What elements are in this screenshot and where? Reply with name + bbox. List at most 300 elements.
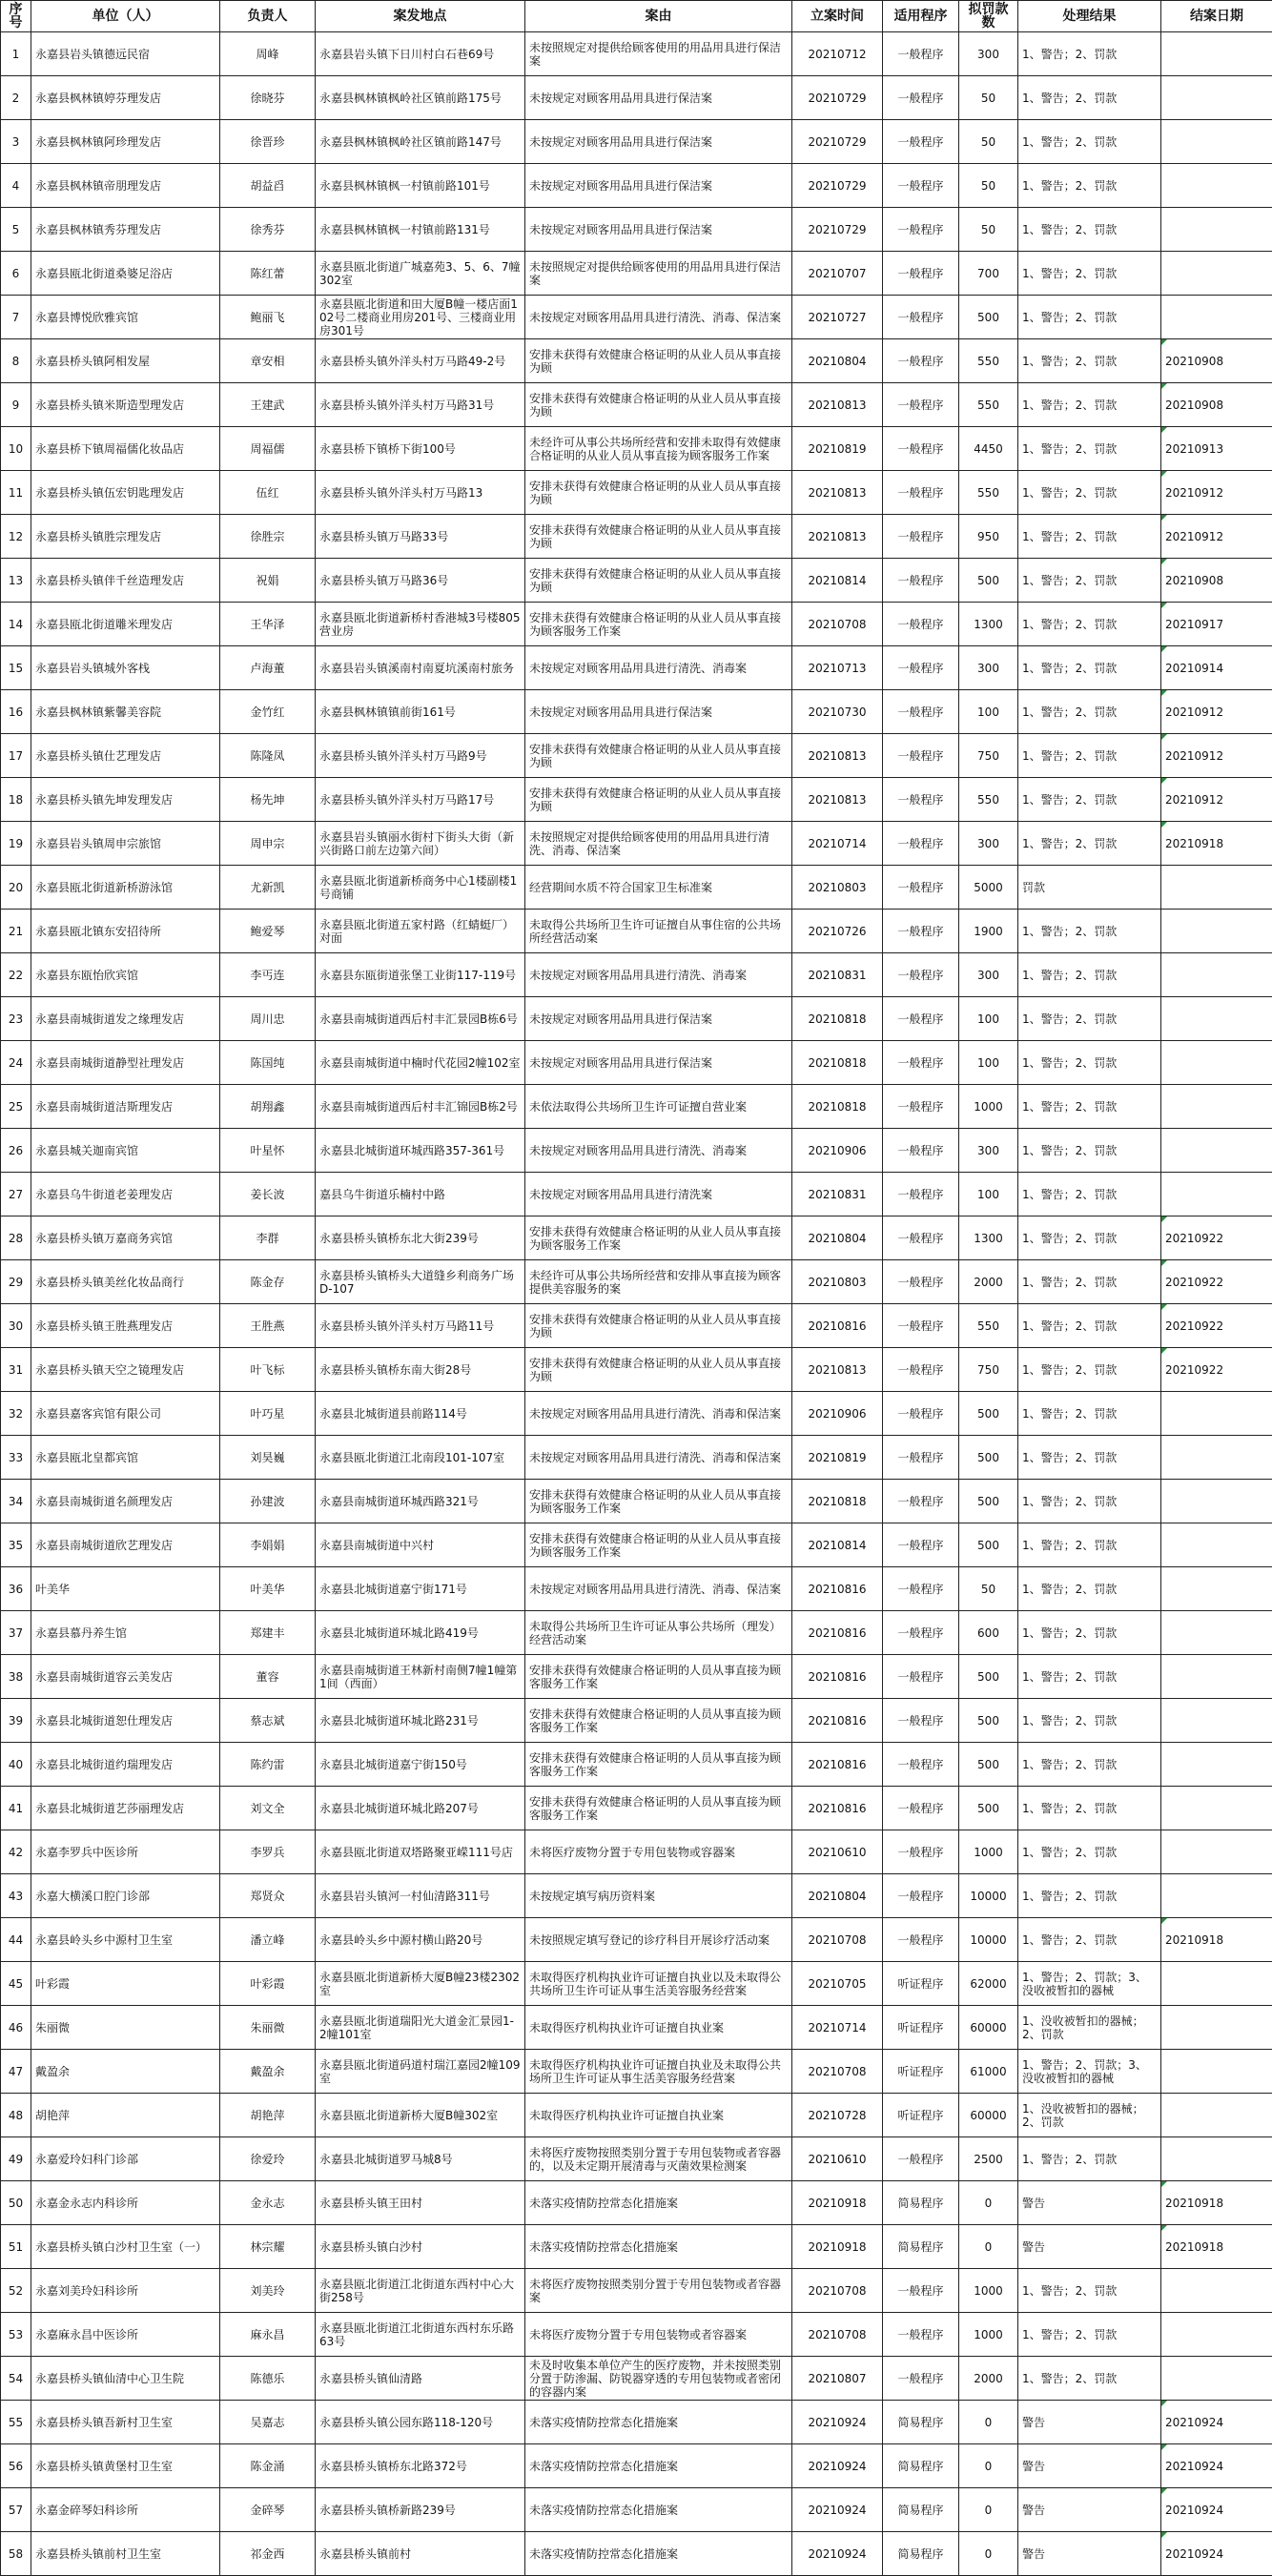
cell-person: 陈约雷 [220, 1743, 316, 1787]
cell-result: 1、警告；2、罚款 [1018, 1480, 1161, 1523]
cell-fine: 50 [959, 1567, 1018, 1611]
cell-fine: 0 [959, 2181, 1018, 2225]
cell-result: 1、警告；2、罚款 [1018, 1392, 1161, 1436]
cell-filing-date: 20210728 [792, 2094, 883, 2137]
cell-unit: 永嘉县北城街道艺莎丽理发店 [31, 1787, 220, 1830]
cell-person: 李娟娟 [220, 1523, 316, 1567]
cell-seq: 16 [1, 690, 31, 734]
cell-fine: 50 [959, 120, 1018, 164]
cell-fine: 10000 [959, 1874, 1018, 1918]
cell-result: 1、警告；2、罚款 [1018, 603, 1161, 646]
cell-seq: 36 [1, 1567, 31, 1611]
cell-procedure: 一般程序 [883, 997, 959, 1041]
cell-close-date [1161, 1830, 1272, 1874]
cell-person: 卢海董 [220, 646, 316, 690]
cell-result: 1、警告；2、罚款 [1018, 822, 1161, 866]
cell-unit: 永嘉县慕丹养生馆 [31, 1611, 220, 1655]
cell-close-date: 20210918 [1161, 2181, 1272, 2225]
cell-filing-date: 20210816 [792, 1655, 883, 1699]
cell-unit: 永嘉县博悦欣雅宾馆 [31, 296, 220, 339]
cell-unit: 永嘉县南城街道名颜理发店 [31, 1480, 220, 1523]
cell-filing-date: 20210918 [792, 2225, 883, 2269]
cell-result: 1、警告；2、罚款 [1018, 910, 1161, 953]
cell-seq: 12 [1, 515, 31, 559]
cell-seq: 52 [1, 2269, 31, 2313]
cell-unit: 永嘉县桥头镇仙清中心卫生院 [31, 2357, 220, 2401]
cell-filing-date: 20210730 [792, 690, 883, 734]
cell-result: 1、警告；2、罚款 [1018, 1173, 1161, 1216]
table-row [1, 1567, 1272, 1611]
cell-filing-date: 20210804 [792, 339, 883, 383]
cell-unit: 永嘉县桥头镇前村卫生室 [31, 2532, 220, 2576]
cell-cause: 安排未获得有效健康合格证明的从业人员从事直接为顾 [525, 559, 792, 603]
cell-close-date: 20210922 [1161, 1304, 1272, 1348]
cell-cause: 未按规定对顾客用品用具进行清洗、消毒案 [525, 953, 792, 997]
cell-fine: 1000 [959, 2313, 1018, 2357]
cell-unit: 永嘉县岩头镇周申宗旅馆 [31, 822, 220, 866]
cell-seq: 40 [1, 1743, 31, 1787]
cell-cause: 未取得医疗机构执业许可证擅自执业案 [525, 2094, 792, 2137]
cell-seq: 41 [1, 1787, 31, 1830]
cell-filing-date: 20210714 [792, 822, 883, 866]
cell-location: 永嘉县枫林镇枫岭社区镇前路147号 [316, 120, 525, 164]
table-row [1, 1260, 1272, 1304]
cell-location: 永嘉县瓯北街道和田大厦B幢一楼店面102号二楼商业用房201号、三楼商业用房301号 [316, 296, 525, 339]
cell-unit: 永嘉县北城街道约瑞理发店 [31, 1743, 220, 1787]
cell-unit: 永嘉县南城街道容云美发店 [31, 1655, 220, 1699]
cell-filing-date: 20210804 [792, 1216, 883, 1260]
cell-location: 永嘉县枫林镇枫一村镇前路101号 [316, 164, 525, 208]
table-row [1, 2137, 1272, 2181]
cell-procedure: 一般程序 [883, 953, 959, 997]
cell-close-date [1161, 1611, 1272, 1655]
cell-cause: 经营期间水质不符合国家卫生标准案 [525, 866, 792, 910]
cell-unit: 永嘉金永志内科诊所 [31, 2181, 220, 2225]
cell-procedure: 一般程序 [883, 1392, 959, 1436]
cell-cause: 未按规定对顾客用品用具进行清洗、消毒和保洁案 [525, 1436, 792, 1480]
cell-person: 杨先坤 [220, 778, 316, 822]
cell-unit: 永嘉县瓯北皇都宾馆 [31, 1436, 220, 1480]
cell-person: 林宗耀 [220, 2225, 316, 2269]
cell-result: 1、警告；2、罚款 [1018, 559, 1161, 603]
cell-cause: 未取得医疗机构执业许可证擅自执业以及未取得公共场所卫生许可证从事生活美容服务经营案 [525, 1962, 792, 2006]
cell-cause: 未按规定对顾客用品用具进行保洁案 [525, 76, 792, 120]
cell-location: 永嘉县桥头镇白沙村 [316, 2225, 525, 2269]
cell-location: 永嘉县桥头镇桥头大道缝乡利商务广场D-107 [316, 1260, 525, 1304]
cell-close-date: 20210908 [1161, 383, 1272, 427]
cell-procedure: 一般程序 [883, 1567, 959, 1611]
cell-cause: 未取得公共场所卫生许可证擅自从事住宿的公共场所经营活动案 [525, 910, 792, 953]
cell-close-date: 20210922 [1161, 1348, 1272, 1392]
cell-procedure: 一般程序 [883, 1041, 959, 1085]
cell-cause: 安排未获得有效健康合格证明的从业人员从事直接为顾客服务工作案 [525, 1480, 792, 1523]
cell-fine: 1300 [959, 603, 1018, 646]
cell-cause: 安排未获得有效健康合格证明的从业人员从事直接为顾客服务工作案 [525, 603, 792, 646]
cell-fine: 300 [959, 822, 1018, 866]
table-row [1, 2225, 1272, 2269]
cell-result: 警告 [1018, 2225, 1161, 2269]
header-location: 案发地点 [316, 1, 525, 32]
cell-unit: 永嘉县南城街道静型社理发店 [31, 1041, 220, 1085]
cell-close-date [1161, 1129, 1272, 1173]
cell-cause: 未按规定对顾客用品用具进行保洁案 [525, 208, 792, 252]
cell-location: 永嘉县瓯北街道江北街道东西村东乐路63号 [316, 2313, 525, 2357]
cell-seq: 38 [1, 1655, 31, 1699]
table-row [1, 822, 1272, 866]
cell-person: 金竹红 [220, 690, 316, 734]
cell-person: 蔡志斌 [220, 1699, 316, 1743]
cell-fine: 600 [959, 1611, 1018, 1655]
cell-cause: 未落实疫情防控常态化措施案 [525, 2401, 792, 2444]
cell-seq: 3 [1, 120, 31, 164]
cell-cause: 未按规定对顾客用品用具进行清洗、消毒、保洁案 [525, 296, 792, 339]
cell-location: 永嘉县瓯北街道新桥大厦B幢23楼2302室 [316, 1962, 525, 2006]
cell-fine: 5000 [959, 866, 1018, 910]
cell-filing-date: 20210924 [792, 2532, 883, 2576]
cell-fine: 60000 [959, 2006, 1018, 2050]
cell-filing-date: 20210708 [792, 2269, 883, 2313]
cell-close-date: 20210918 [1161, 2225, 1272, 2269]
cell-location: 永嘉县瓯北街道新桥商务中心1楼副楼1号商铺 [316, 866, 525, 910]
cell-close-date [1161, 1041, 1272, 1085]
cell-filing-date: 20210813 [792, 515, 883, 559]
cell-procedure: 一般程序 [883, 2137, 959, 2181]
table-row [1, 1743, 1272, 1787]
cell-seq: 2 [1, 76, 31, 120]
table-row [1, 646, 1272, 690]
table-row [1, 1655, 1272, 1699]
cell-cause: 未按规定对顾客用品用具进行清洗、消毒和保洁案 [525, 1392, 792, 1436]
table-row [1, 1523, 1272, 1567]
cell-person: 李丐连 [220, 953, 316, 997]
cell-close-date [1161, 76, 1272, 120]
cell-person: 吴嘉志 [220, 2401, 316, 2444]
cell-cause: 安排未获得有效健康合格证明的从业人员从事直接为顾 [525, 734, 792, 778]
cell-result: 1、没收被暂扣的器械；2、罚款 [1018, 2094, 1161, 2137]
cell-location: 永嘉县北城街道环城北路419号 [316, 1611, 525, 1655]
cell-location: 永嘉县桥头镇万马路33号 [316, 515, 525, 559]
cell-result: 1、警告；2、罚款；3、没收被暂扣的器械 [1018, 1962, 1161, 2006]
cell-procedure: 一般程序 [883, 603, 959, 646]
cell-location: 永嘉县桥头镇万马路36号 [316, 559, 525, 603]
cell-filing-date: 20210803 [792, 1260, 883, 1304]
cell-close-date: 20210912 [1161, 471, 1272, 515]
cell-location: 永嘉县枫林镇枫一村镇前路131号 [316, 208, 525, 252]
cell-seq: 50 [1, 2181, 31, 2225]
cell-location: 永嘉县瓯北街道码道村瑞江嘉园2幢109室 [316, 2050, 525, 2094]
table-row [1, 2532, 1272, 2576]
cell-location: 永嘉县瓯北街道广城嘉苑3、5、6、7幢302室 [316, 252, 525, 296]
cell-cause: 未按照规定填写登记的诊疗科目开展诊疗活动案 [525, 1918, 792, 1962]
cell-close-date: 20210912 [1161, 734, 1272, 778]
cell-unit: 永嘉刘美玲妇科诊所 [31, 2269, 220, 2313]
cell-filing-date: 20210818 [792, 1041, 883, 1085]
cell-seq: 22 [1, 953, 31, 997]
cell-cause: 安排未获得有效健康合格证明的人员从事直接为顾客服务工作案 [525, 1787, 792, 1830]
cell-unit: 永嘉县桥头镇吾新村卫生室 [31, 2401, 220, 2444]
cell-location: 永嘉县桥头镇外洋头村万马路31号 [316, 383, 525, 427]
cell-location: 永嘉县桥下镇桥下街100号 [316, 427, 525, 471]
cell-person: 姜长波 [220, 1173, 316, 1216]
cell-procedure: 一般程序 [883, 1216, 959, 1260]
cell-result: 1、警告；2、罚款 [1018, 1699, 1161, 1743]
cell-result: 警告 [1018, 2401, 1161, 2444]
cell-fine: 500 [959, 1699, 1018, 1743]
table-row [1, 120, 1272, 164]
cell-result: 1、警告；2、罚款 [1018, 1085, 1161, 1129]
cell-close-date [1161, 997, 1272, 1041]
cell-seq: 47 [1, 2050, 31, 2094]
cell-person: 潘立峰 [220, 1918, 316, 1962]
cell-seq: 58 [1, 2532, 31, 2576]
cell-fine: 50 [959, 208, 1018, 252]
cell-fine: 1000 [959, 2269, 1018, 2313]
cell-close-date: 20210918 [1161, 1918, 1272, 1962]
cell-person: 李罗兵 [220, 1830, 316, 1874]
cell-unit: 永嘉李罗兵中医诊所 [31, 1830, 220, 1874]
cell-unit: 永嘉县岩头镇城外客栈 [31, 646, 220, 690]
cell-cause: 安排未获得有效健康合格证明的人员从事直接为顾客服务工作案 [525, 1743, 792, 1787]
table-row [1, 1436, 1272, 1480]
cell-filing-date: 20210816 [792, 1699, 883, 1743]
cell-fine: 750 [959, 734, 1018, 778]
cell-cause: 未将医疗废物分置于专用包装物或容器案 [525, 1830, 792, 1874]
table-row [1, 1129, 1272, 1173]
cell-filing-date: 20210813 [792, 734, 883, 778]
cell-person: 周峰 [220, 32, 316, 76]
table-row [1, 2269, 1272, 2313]
cell-filing-date: 20210814 [792, 1523, 883, 1567]
cell-unit: 永嘉县瓯北镇东安招待所 [31, 910, 220, 953]
cell-result: 1、警告；2、罚款 [1018, 953, 1161, 997]
table-row [1, 2094, 1272, 2137]
header-procedure: 适用程序 [883, 1, 959, 32]
table-row [1, 559, 1272, 603]
table-row [1, 2357, 1272, 2401]
cell-close-date: 20210922 [1161, 1216, 1272, 1260]
table-row [1, 32, 1272, 76]
cell-close-date: 20210924 [1161, 2488, 1272, 2532]
cell-person: 胡艳萍 [220, 2094, 316, 2137]
cell-seq: 39 [1, 1699, 31, 1743]
cell-fine: 500 [959, 1480, 1018, 1523]
cell-procedure: 一般程序 [883, 1129, 959, 1173]
cell-seq: 19 [1, 822, 31, 866]
cell-cause: 未依法取得公共场所卫生许可证擅自营业案 [525, 1085, 792, 1129]
cell-fine: 950 [959, 515, 1018, 559]
cell-close-date [1161, 2050, 1272, 2094]
header-close-date: 结案日期 [1161, 1, 1272, 32]
cell-person: 陈德乐 [220, 2357, 316, 2401]
cell-procedure: 一般程序 [883, 252, 959, 296]
cell-unit: 叶美华 [31, 1567, 220, 1611]
cell-seq: 11 [1, 471, 31, 515]
cell-filing-date: 20210726 [792, 910, 883, 953]
cell-procedure: 一般程序 [883, 1655, 959, 1699]
cell-result: 1、警告；2、罚款 [1018, 339, 1161, 383]
table-row [1, 1611, 1272, 1655]
cell-procedure: 一般程序 [883, 120, 959, 164]
cell-result: 1、警告；2、罚款 [1018, 1567, 1161, 1611]
cell-close-date [1161, 164, 1272, 208]
cell-result: 1、警告；2、罚款 [1018, 1874, 1161, 1918]
cell-person: 胡益舀 [220, 164, 316, 208]
cell-fine: 500 [959, 1436, 1018, 1480]
cell-person: 金碎琴 [220, 2488, 316, 2532]
cell-result: 1、警告；2、罚款 [1018, 1129, 1161, 1173]
cell-person: 刘美玲 [220, 2269, 316, 2313]
cell-fine: 0 [959, 2444, 1018, 2488]
cell-result: 1、警告；2、罚款 [1018, 2313, 1161, 2357]
cell-filing-date: 20210708 [792, 1918, 883, 1962]
cell-filing-date: 20210708 [792, 603, 883, 646]
cell-cause: 未按规定对顾客用品用具进行清洗、消毒、保洁案 [525, 1567, 792, 1611]
cell-person: 祁金西 [220, 2532, 316, 2576]
cell-close-date: 20210908 [1161, 559, 1272, 603]
cell-close-date: 20210912 [1161, 690, 1272, 734]
cell-location: 永嘉县南城街道王林新村南侧7幢1幢第1间（西面） [316, 1655, 525, 1699]
cell-result: 1、警告；2、罚款 [1018, 646, 1161, 690]
cell-unit: 永嘉县瓯北街道桑婆足浴店 [31, 252, 220, 296]
cell-seq: 21 [1, 910, 31, 953]
cell-seq: 46 [1, 2006, 31, 2050]
cell-result: 1、警告；2、罚款 [1018, 1260, 1161, 1304]
cell-result: 1、警告；2、罚款 [1018, 1041, 1161, 1085]
cell-seq: 56 [1, 2444, 31, 2488]
cell-seq: 4 [1, 164, 31, 208]
table-row [1, 2181, 1272, 2225]
cell-procedure: 听证程序 [883, 1962, 959, 2006]
table-row [1, 339, 1272, 383]
cell-procedure: 一般程序 [883, 1480, 959, 1523]
cell-close-date [1161, 32, 1272, 76]
cell-cause: 未落实疫情防控常态化措施案 [525, 2532, 792, 2576]
cell-unit: 永嘉县东瓯怡欣宾馆 [31, 953, 220, 997]
cell-cause: 安排未获得有效健康合格证明的人员从事直接为顾客服务工作案 [525, 1655, 792, 1699]
cell-filing-date: 20210816 [792, 1743, 883, 1787]
cell-location: 永嘉县瓯北街道新桥大厦B幢302室 [316, 2094, 525, 2137]
cell-person: 章安相 [220, 339, 316, 383]
cell-close-date [1161, 953, 1272, 997]
cell-close-date [1161, 208, 1272, 252]
cell-location: 永嘉县北城街道环城西路357-361号 [316, 1129, 525, 1173]
cell-unit: 永嘉县桥头镇天空之镜理发店 [31, 1348, 220, 1392]
cell-seq: 48 [1, 2094, 31, 2137]
cell-seq: 13 [1, 559, 31, 603]
cell-seq: 33 [1, 1436, 31, 1480]
cell-close-date: 20210912 [1161, 515, 1272, 559]
cell-cause: 未取得医疗机构执业许可证擅自执业及未取得公共场所卫生许可证从事生活美容服务经营案 [525, 2050, 792, 2094]
table-row [1, 1348, 1272, 1392]
cell-cause: 未落实疫情防控常态化措施案 [525, 2488, 792, 2532]
cell-seq: 9 [1, 383, 31, 427]
cell-procedure: 一般程序 [883, 1743, 959, 1787]
cell-close-date [1161, 2094, 1272, 2137]
cell-procedure: 一般程序 [883, 778, 959, 822]
cell-person: 麻永昌 [220, 2313, 316, 2357]
table-row [1, 866, 1272, 910]
cell-person: 戴盈余 [220, 2050, 316, 2094]
cell-unit: 永嘉县桥头镇先坤发理发店 [31, 778, 220, 822]
cell-close-date [1161, 1699, 1272, 1743]
cell-location: 永嘉县桥头镇桥东南大街28号 [316, 1348, 525, 1392]
cell-unit: 永嘉县桥下镇周福儒化妆品店 [31, 427, 220, 471]
cell-fine: 0 [959, 2225, 1018, 2269]
cell-cause: 未按规定对顾客用品用具进行清洗、消毒案 [525, 646, 792, 690]
cell-fine: 500 [959, 1392, 1018, 1436]
cell-filing-date: 20210804 [792, 1874, 883, 1918]
cell-close-date [1161, 910, 1272, 953]
table-row [1, 953, 1272, 997]
cell-location: 永嘉县瓯北街道新桥村香港城3号楼805营业房 [316, 603, 525, 646]
cell-close-date [1161, 252, 1272, 296]
cell-seq: 30 [1, 1304, 31, 1348]
cell-filing-date: 20210818 [792, 1085, 883, 1129]
cell-person: 王胜燕 [220, 1304, 316, 1348]
cell-person: 周福儒 [220, 427, 316, 471]
cell-close-date: 20210913 [1161, 427, 1272, 471]
cell-procedure: 一般程序 [883, 866, 959, 910]
cell-procedure: 一般程序 [883, 2313, 959, 2357]
cell-fine: 750 [959, 1348, 1018, 1392]
table-row [1, 296, 1272, 339]
cell-seq: 14 [1, 603, 31, 646]
cell-filing-date: 20210729 [792, 76, 883, 120]
cell-unit: 永嘉县桥头镇阿相发屋 [31, 339, 220, 383]
cell-seq: 49 [1, 2137, 31, 2181]
cell-result: 1、警告；2、罚款 [1018, 1611, 1161, 1655]
cell-fine: 550 [959, 383, 1018, 427]
cell-person: 朱丽微 [220, 2006, 316, 2050]
cell-filing-date: 20210813 [792, 471, 883, 515]
cell-result: 1、警告；2、罚款 [1018, 2269, 1161, 2313]
cell-filing-date: 20210729 [792, 164, 883, 208]
cell-unit: 永嘉县南城街道欣艺理发店 [31, 1523, 220, 1567]
header-seq: 序号 [1, 1, 31, 32]
cell-result: 1、没收被暂扣的器械；2、罚款 [1018, 2006, 1161, 2050]
cell-location: 永嘉县桥头镇外洋头村万马路11号 [316, 1304, 525, 1348]
cell-person: 陈金涌 [220, 2444, 316, 2488]
cell-unit: 永嘉县嘉客宾馆有限公司 [31, 1392, 220, 1436]
cell-close-date [1161, 1787, 1272, 1830]
cell-procedure: 一般程序 [883, 339, 959, 383]
cell-unit: 永嘉金碎琴妇科诊所 [31, 2488, 220, 2532]
cell-person: 鲍丽飞 [220, 296, 316, 339]
cell-filing-date: 20210813 [792, 778, 883, 822]
cell-unit: 永嘉县枫林镇婷芬理发店 [31, 76, 220, 120]
cell-unit: 胡艳萍 [31, 2094, 220, 2137]
table-row [1, 383, 1272, 427]
cell-fine: 60000 [959, 2094, 1018, 2137]
cell-seq: 32 [1, 1392, 31, 1436]
cell-fine: 10000 [959, 1918, 1018, 1962]
cell-location: 永嘉县瓯北街道江北街道东西村中心大街258号 [316, 2269, 525, 2313]
cell-person: 徐晓芬 [220, 76, 316, 120]
cell-close-date [1161, 1567, 1272, 1611]
cell-cause: 未按规定对顾客用品用具进行保洁案 [525, 120, 792, 164]
cell-filing-date: 20210906 [792, 1129, 883, 1173]
cell-filing-date: 20210818 [792, 1480, 883, 1523]
cell-cause: 未按规定对顾客用品用具进行清洗案 [525, 1173, 792, 1216]
cell-cause: 安排未获得有效健康合格证明的从业人员从事直接为顾 [525, 1348, 792, 1392]
cell-result: 1、警告；2、罚款 [1018, 1743, 1161, 1787]
cell-filing-date: 20210906 [792, 1392, 883, 1436]
cell-procedure: 一般程序 [883, 1173, 959, 1216]
cell-procedure: 一般程序 [883, 1874, 959, 1918]
cell-close-date [1161, 1962, 1272, 2006]
cell-person: 叶星怀 [220, 1129, 316, 1173]
cell-cause: 未取得公共场所卫生许可证从事公共场所（理发）经营活动案 [525, 1611, 792, 1655]
